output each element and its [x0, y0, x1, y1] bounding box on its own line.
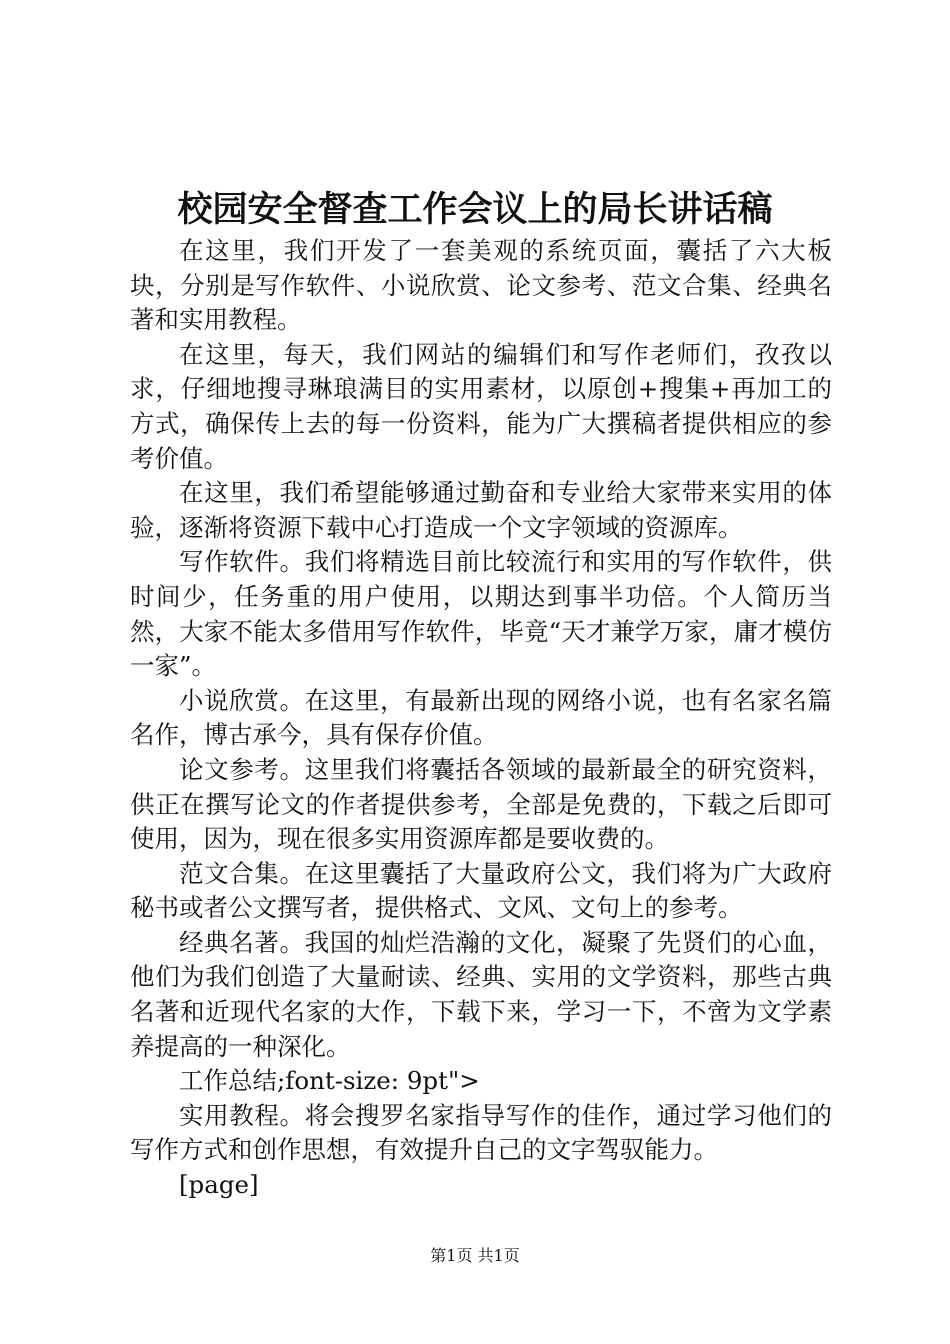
page-number-footer: 第1页 共1页	[430, 1246, 520, 1265]
paragraph: 写作软件。我们将精选目前比较流行和实用的写作软件，供时间少，任务重的用户使用，以期达到事半功倍。个人简历当然，大家不能太多借用写作软件，毕竟“天才兼学万家，庸才模仿一家”。	[130, 547, 832, 681]
paragraph: 在这里，我们开发了一套美观的系统页面，囊括了六大板块，分别是写作软件、小说欣赏、论文参考、范文合集、经典名著和实用教程。	[130, 236, 832, 335]
document-title: 校园安全督查工作会议上的局长讲话稿	[177, 189, 773, 230]
paragraph: 小说欣赏。在这里，有最新出现的网络小说，也有名家名篇名作，博古承今，具有保存价值。	[130, 685, 832, 750]
paragraph: 经典名著。我国的灿烂浩瀚的文化，凝聚了先贤们的心血，他们为我们创造了大量耐读、经典、实用的文学资料，那些古典名著和近现代名家的大作，下载下来，学习一下，不啻为文学素养提高的一种深化。	[130, 927, 832, 1061]
paragraph: [page]	[179, 1170, 259, 1200]
paragraph: 在这里，我们希望能够通过勤奋和专业给大家带来实用的体验，逐渐将资源下载中心打造成一个文字领域的资源库。	[130, 478, 832, 542]
paragraph: 实用教程。将会搜罗名家指导写作的佳作，通过学习他们的写作方式和创作思想，有效提升自己的文字驾驭能力。	[130, 1100, 832, 1165]
document-body	[130, 234, 832, 1203]
paragraph: 工作总结;font-size: 9pt">	[179, 1066, 480, 1096]
paragraph: 范文合集。在这里囊括了大量政府公文，我们将为广大政府秘书或者公文撰写者，提供格式、文风、文句上的参考。	[130, 858, 832, 923]
paragraph: 论文参考。这里我们将囊括各领域的最新最全的研究资料，供正在撰写论文的作者提供参考，全部是免费的，下载之后即可使用，因为，现在很多实用资源库都是要收费的。	[130, 754, 832, 854]
paragraph: 在这里，每天，我们网站的编辑们和写作老师们，孜孜以求，仔细地搜寻琳琅满目的实用素材，以原创+搜集+再加工的方式，确保传上去的每一份资料，能为广大撰稿者提供相应的参考价值。	[130, 339, 832, 473]
